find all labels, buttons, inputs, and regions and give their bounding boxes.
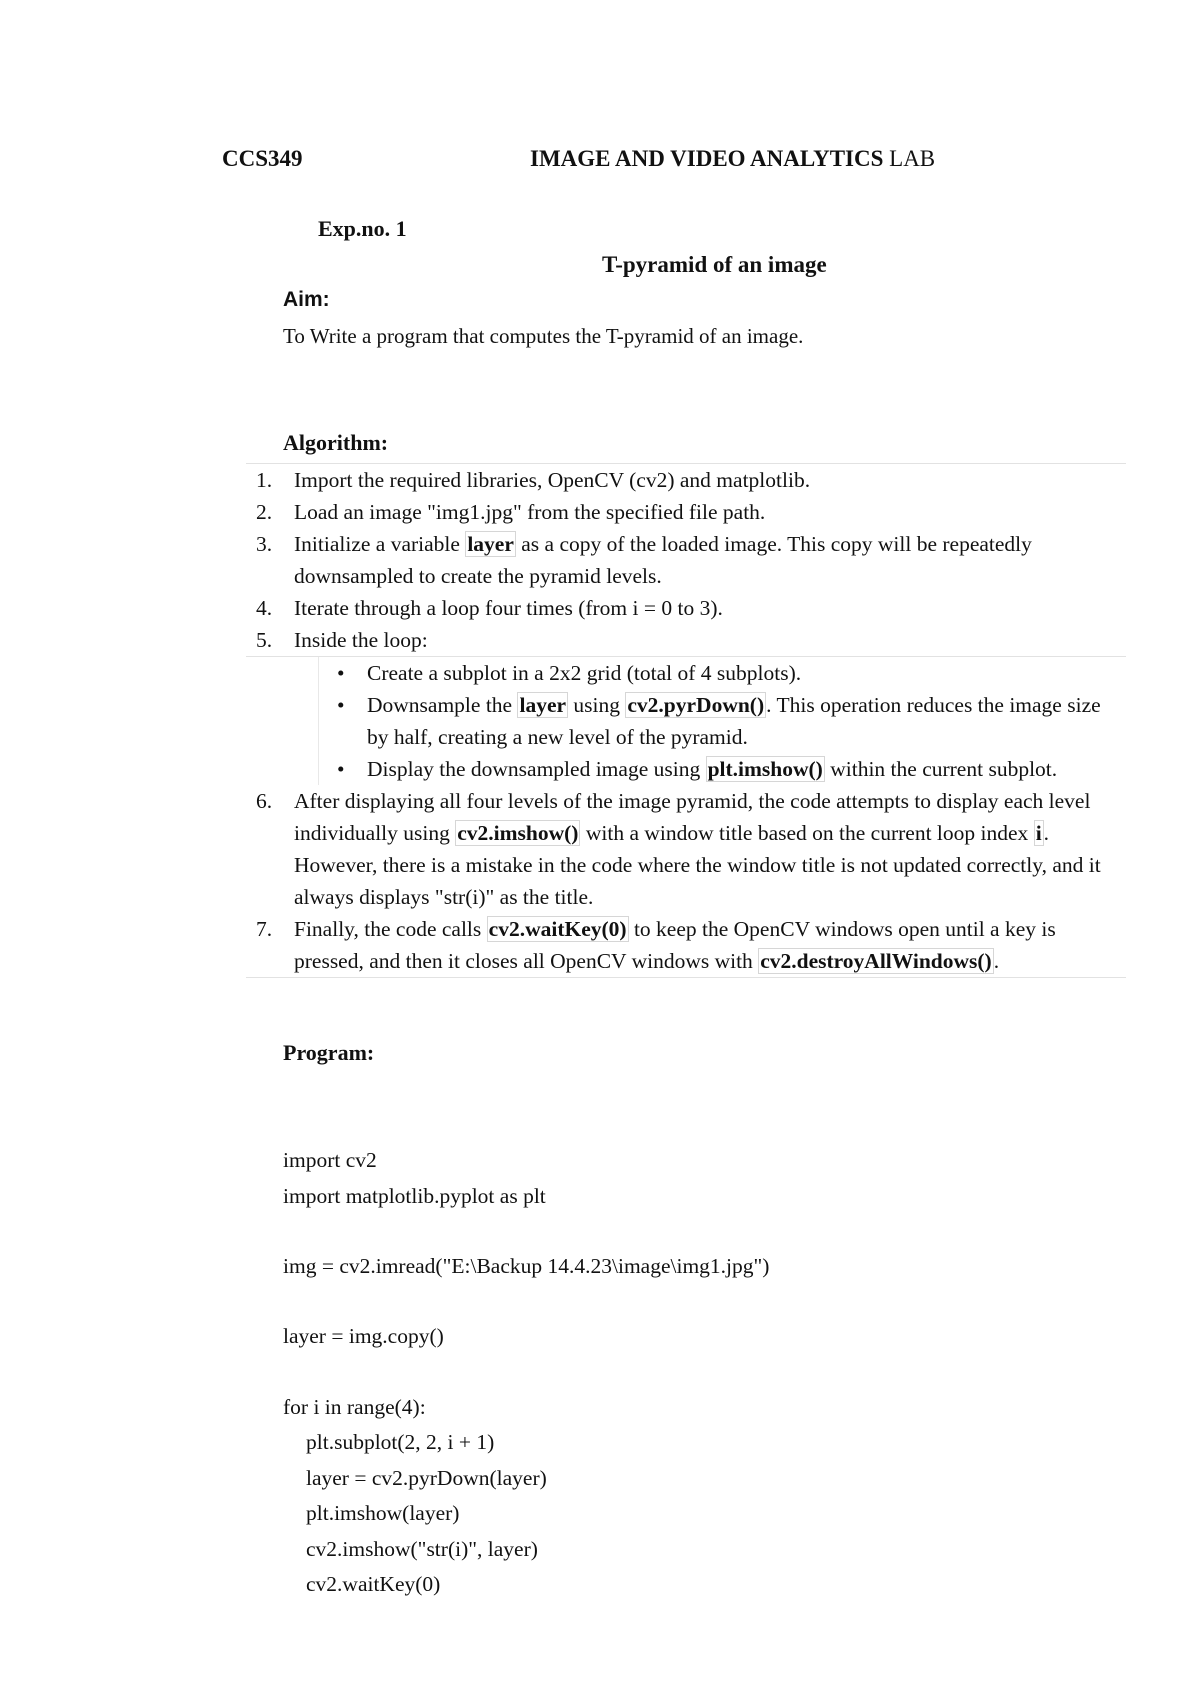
aim-heading: Aim: — [283, 288, 330, 311]
step-number: 1. — [256, 468, 273, 492]
substep — [319, 753, 1126, 785]
step-text-post: as a copy of the loaded image. This copy will be repeatedly downsampled to create the pyramid levels. — [294, 532, 1032, 588]
keyword-cv2-imshow: cv2.imshow() — [457, 821, 579, 845]
step-text-mid: to keep the OpenCV windows open until a key is pressed, and then it closes all OpenCV windows with — [294, 917, 1056, 973]
substep-text-pre: Downsample the — [367, 693, 518, 717]
algorithm-steps-group-1 — [246, 463, 1126, 657]
bullet-icon: • — [337, 693, 345, 717]
code-line: plt.imshow(layer) — [306, 1501, 460, 1525]
course-title-lab: LAB — [889, 146, 936, 171]
step-number: 6. — [256, 789, 273, 813]
keyword-pyrdown: cv2.pyrDown() — [627, 693, 765, 717]
course-code: CCS349 — [222, 146, 303, 171]
substep — [319, 689, 1126, 753]
step-text-post: . However, there is a mistake in the code where the window title is not updated correctly, and it always displays "str(i)" as the title. — [294, 821, 1101, 909]
step-text-post: . — [993, 949, 1000, 973]
substep-text: Create a subplot in a 2x2 grid (total of 4 subplots). — [367, 661, 802, 685]
code-line: cv2.imshow("str(i)", layer) — [306, 1537, 538, 1561]
algorithm-list — [246, 463, 1126, 978]
code-line: import matplotlib.pyplot as plt — [283, 1184, 546, 1208]
step-number: 3. — [256, 532, 273, 556]
code-line: cv2.waitKey(0) — [306, 1572, 441, 1596]
code-line: import cv2 — [283, 1148, 377, 1172]
substep-text-post: . This operation reduces the image size by half, creating a new level of the pyramid. — [367, 693, 1101, 749]
algorithm-step — [246, 496, 1126, 528]
step-number: 7. — [256, 917, 273, 941]
keyword-destroyallwindows: cv2.destroyAllWindows() — [760, 949, 992, 973]
step-number: 4. — [256, 596, 273, 620]
step-text: Import the required libraries, OpenCV (cv2) and matplotlib. — [294, 468, 811, 492]
course-title-bold: IMAGE AND VIDEO ANALYTICS — [530, 146, 884, 171]
bullet-icon: • — [337, 757, 345, 781]
substep-text-mid: using — [568, 693, 626, 717]
step-text-pre: Initialize a variable — [294, 532, 466, 556]
keyword-layer: layer — [467, 532, 514, 556]
step-text: Inside the loop: — [294, 628, 428, 652]
step-number: 5. — [256, 628, 273, 652]
keyword-plt-imshow: plt.imshow() — [707, 757, 823, 781]
keyword-i: i — [1035, 821, 1042, 845]
step-text: Iterate through a loop four times (from i = 0 to 3). — [294, 596, 723, 620]
substep — [319, 657, 1126, 689]
step-text-pre: Finally, the code calls — [294, 917, 487, 941]
experiment-number: Exp.no. 1 — [318, 216, 407, 241]
aim-text: To Write a program that computes the T-pyramid of an image. — [283, 324, 804, 348]
code-line: plt.subplot(2, 2, i + 1) — [306, 1430, 495, 1454]
code-line: layer = img.copy() — [283, 1324, 444, 1348]
algorithm-step — [246, 913, 1126, 977]
keyword-layer: layer — [519, 693, 567, 717]
code-line: for i in range(4): — [283, 1395, 426, 1419]
substep-text-post: within the current subplot. — [824, 757, 1058, 781]
experiment-title: T-pyramid of an image — [602, 252, 827, 277]
code-line: layer = cv2.pyrDown(layer) — [306, 1466, 547, 1490]
program-heading: Program: — [283, 1040, 375, 1065]
algorithm-step — [246, 528, 1126, 592]
algorithm-step — [246, 464, 1126, 496]
algorithm-steps-group-2 — [246, 785, 1126, 978]
step-text: Load an image "img1.jpg" from the specified file path. — [294, 500, 766, 524]
step-number: 2. — [256, 500, 273, 524]
algorithm-step — [246, 785, 1126, 913]
bullet-icon: • — [337, 661, 345, 685]
algorithm-heading: Algorithm: — [283, 430, 389, 455]
algorithm-step — [246, 624, 1126, 656]
step-text-mid: with a window title based on the current loop index — [580, 821, 1034, 845]
keyword-waitkey: cv2.waitKey(0) — [488, 917, 627, 941]
course-title — [530, 146, 935, 172]
step-text-pre: After displaying all four levels of the image pyramid, the code attempts to display each level individually using — [294, 789, 1091, 845]
algorithm-substeps — [318, 657, 1126, 785]
code-line: img = cv2.imread("E:\Backup 14.4.23\image\img1.jpg") — [283, 1254, 770, 1278]
algorithm-step — [246, 592, 1126, 624]
substep-text-pre: Display the downsampled image using — [367, 757, 706, 781]
